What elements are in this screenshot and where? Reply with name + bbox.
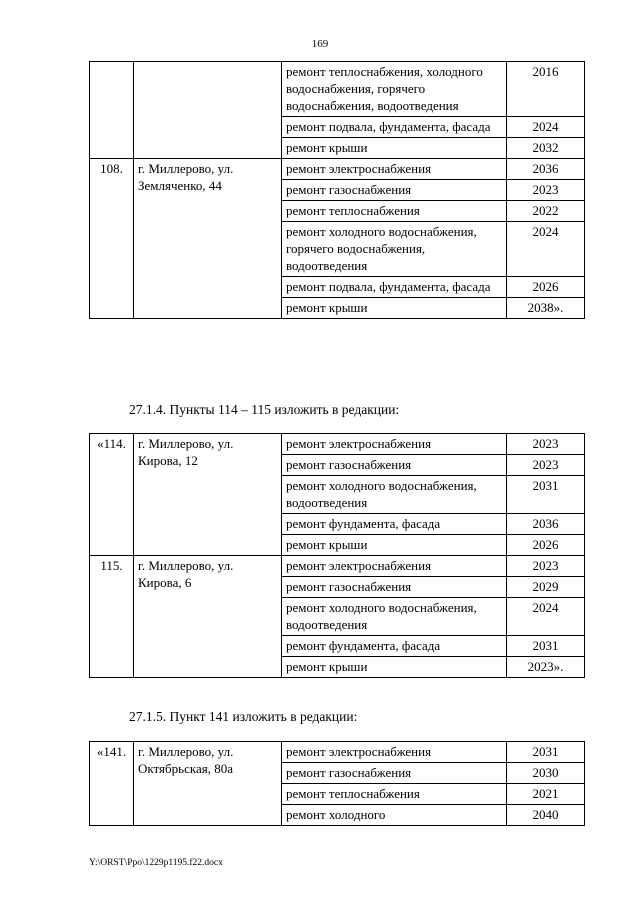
year-cell: 2024 — [507, 117, 585, 138]
year-cell: 2024 — [507, 222, 585, 277]
work-type-cell: ремонт холодного — [282, 805, 507, 826]
year-cell: 2038». — [507, 298, 585, 319]
work-type-cell: ремонт теплоснабжения — [282, 784, 507, 805]
address-cell: г. Миллерово, ул. Октябрьская, 80а — [134, 742, 282, 826]
work-type-cell: ремонт теплоснабжения, холодного водоснабжения, горячего водоснабжения, водоотведения — [282, 62, 507, 117]
year-cell: 2030 — [507, 763, 585, 784]
year-cell: 2021 — [507, 784, 585, 805]
work-type-cell: ремонт крыши — [282, 535, 507, 556]
amendment-paragraph: 27.1.4. Пункты 114 – 115 изложить в редакции: — [129, 402, 400, 417]
work-type-cell: ремонт газоснабжения — [282, 180, 507, 201]
repair-schedule-table-2 — [89, 433, 585, 678]
table-row — [90, 159, 585, 180]
year-cell: 2023 — [507, 434, 585, 455]
address-cell: г. Миллерово, ул. Земляченко, 44 — [134, 159, 282, 319]
work-type-cell: ремонт электроснабжения — [282, 434, 507, 455]
table-row — [90, 742, 585, 763]
work-type-cell: ремонт теплоснабжения — [282, 201, 507, 222]
year-cell: 2016 — [507, 62, 585, 117]
year-cell: 2029 — [507, 577, 585, 598]
work-type-cell: ремонт электроснабжения — [282, 556, 507, 577]
repair-schedule-table-1 — [89, 61, 585, 319]
work-type-cell: ремонт электроснабжения — [282, 742, 507, 763]
item-number-cell: «114. — [90, 434, 134, 556]
item-number-cell: 115. — [90, 556, 134, 678]
work-type-cell: ремонт фундамента, фасада — [282, 636, 507, 657]
year-cell: 2023 — [507, 455, 585, 476]
work-type-cell: ремонт холодного водоснабжения, водоотведения — [282, 476, 507, 514]
year-cell: 2031 — [507, 636, 585, 657]
year-cell: 2023 — [507, 180, 585, 201]
work-type-cell: ремонт крыши — [282, 138, 507, 159]
table-row — [90, 556, 585, 577]
document-file-path: Y:\ORST\Ppo\1229p1195.f22.docx — [89, 858, 223, 868]
work-type-cell: ремонт газоснабжения — [282, 577, 507, 598]
address-cell: г. Миллерово, ул. Кирова, 12 — [134, 434, 282, 556]
address-cell — [134, 62, 282, 159]
work-type-cell: ремонт крыши — [282, 657, 507, 678]
year-cell: 2022 — [507, 201, 585, 222]
repair-schedule-table-3 — [89, 741, 585, 826]
year-cell: 2036 — [507, 159, 585, 180]
year-cell: 2023 — [507, 556, 585, 577]
table-row — [90, 434, 585, 455]
item-number-cell — [90, 62, 134, 159]
work-type-cell: ремонт газоснабжения — [282, 455, 507, 476]
item-number-cell: «141. — [90, 742, 134, 826]
year-cell: 2026 — [507, 535, 585, 556]
work-type-cell: ремонт газоснабжения — [282, 763, 507, 784]
page-number: 169 — [311, 38, 329, 50]
year-cell: 2023». — [507, 657, 585, 678]
year-cell: 2036 — [507, 514, 585, 535]
table-row — [90, 62, 585, 117]
item-number-cell: 108. — [90, 159, 134, 319]
work-type-cell: ремонт крыши — [282, 298, 507, 319]
year-cell: 2024 — [507, 598, 585, 636]
work-type-cell: ремонт холодного водоснабжения, водоотведения — [282, 598, 507, 636]
work-type-cell: ремонт холодного водоснабжения, горячего водоснабжения, водоотведения — [282, 222, 507, 277]
year-cell: 2040 — [507, 805, 585, 826]
work-type-cell: ремонт фундамента, фасада — [282, 514, 507, 535]
year-cell: 2031 — [507, 476, 585, 514]
year-cell: 2032 — [507, 138, 585, 159]
work-type-cell: ремонт подвала, фундамента, фасада — [282, 277, 507, 298]
amendment-paragraph: 27.1.5. Пункт 141 изложить в редакции: — [129, 709, 358, 724]
year-cell: 2031 — [507, 742, 585, 763]
work-type-cell: ремонт электроснабжения — [282, 159, 507, 180]
work-type-cell: ремонт подвала, фундамента, фасада — [282, 117, 507, 138]
address-cell: г. Миллерово, ул. Кирова, 6 — [134, 556, 282, 678]
year-cell: 2026 — [507, 277, 585, 298]
